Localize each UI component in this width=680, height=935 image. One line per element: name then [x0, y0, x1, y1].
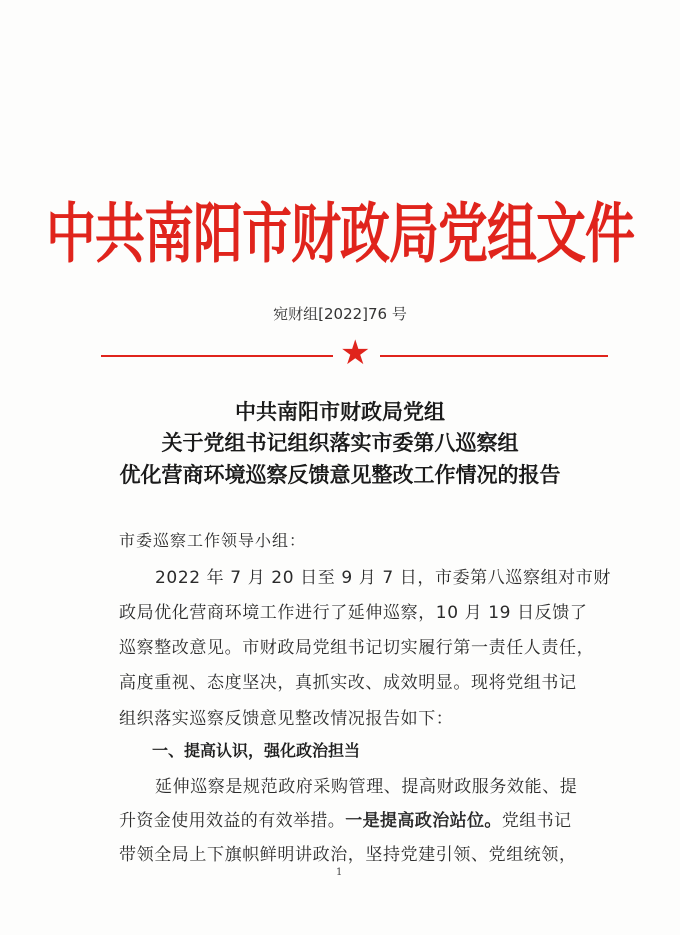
paragraph-2-line-1: 延伸巡察是规范政府采购管理、提高财政服务效能、提	[155, 777, 578, 797]
section-1-heading: 一、提高认识，强化政治担当	[152, 741, 361, 760]
paragraph-2-line-3: 带领全局上下旗帜鲜明讲政治，坚持党建引领、党组统领，	[119, 845, 577, 865]
page-number: 1	[336, 867, 343, 878]
report-title-line-1: 中共南阳市财政局党组	[235, 399, 445, 424]
emphasis-text: 一是提高政治站位。	[345, 811, 502, 831]
red-rule-left	[101, 355, 333, 357]
paragraph-1-line-2: 政局优化营商环境工作进行了延伸巡察，10 月 19 日反馈了	[119, 603, 588, 623]
report-title-line-3: 优化营商环境巡察反馈意见整改工作情况的报告	[119, 462, 561, 487]
document-number: 宛财组[2022]76 号	[273, 305, 407, 323]
paragraph-1-line-4: 高度重视、态度坚决，真抓实改、成效明显。现将党组书记	[119, 673, 577, 693]
issuer-title: 中共南阳市财政局党组文件	[46, 195, 634, 272]
paragraph-1-line-3: 巡察整改意见。市财政局党组书记切实履行第一责任人责任，	[119, 638, 595, 658]
red-rule-right	[380, 355, 608, 357]
paragraph-1-line-1: 2022 年 7 月 20 日至 9 月 7 日，市委第八巡察组对市财	[155, 568, 611, 588]
paragraph-1-line-5: 组织落实巡察反馈意见整改情况报告如下：	[119, 709, 454, 729]
paragraph-2-tail: 党组书记	[501, 811, 572, 831]
salutation: 市委巡察工作领导小组：	[119, 531, 307, 550]
paragraph-2-line-2	[119, 806, 571, 831]
star-icon: ★	[340, 333, 371, 373]
report-title-line-2: 关于党组书记组织落实市委第八巡察组	[161, 430, 519, 455]
paragraph-2-text: 升资金使用效益的有效举措。	[119, 811, 346, 831]
